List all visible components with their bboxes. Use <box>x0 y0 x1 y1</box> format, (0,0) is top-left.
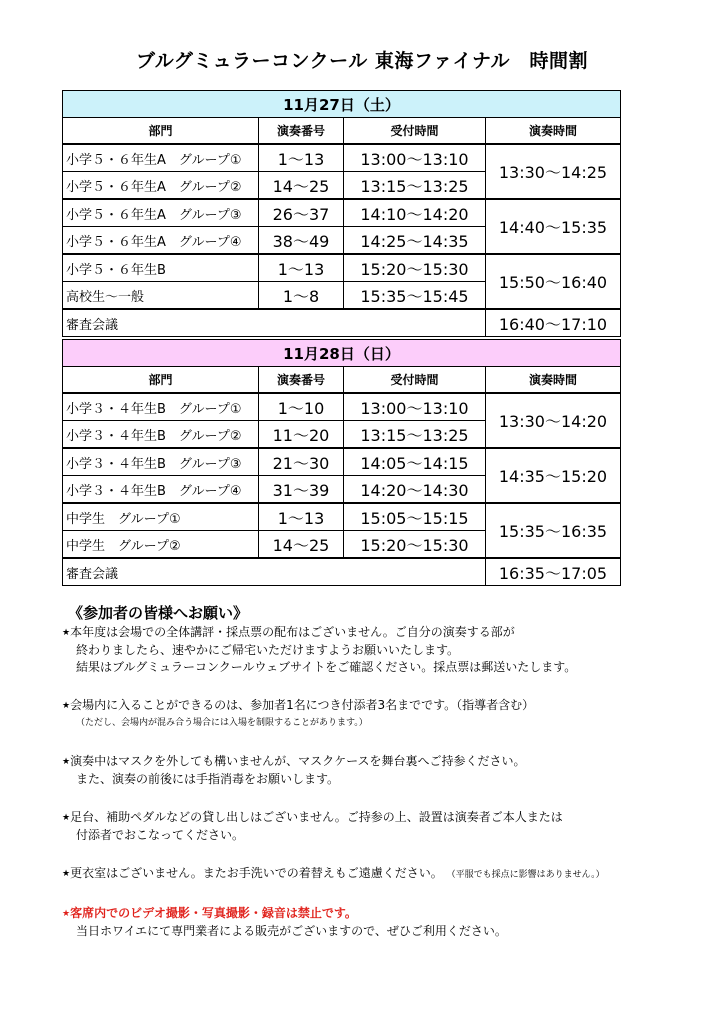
reception-cell: 14:25～14:35 <box>344 227 486 255</box>
division-cell: 小学５・６年生A グループ③ <box>63 199 259 227</box>
division-cell: 小学３・４年生B グループ③ <box>63 448 259 476</box>
numbers-cell: 1～13 <box>259 254 344 282</box>
division-cell: 小学５・６年生A グループ④ <box>63 227 259 255</box>
header-performance: 演奏時間 <box>486 367 621 394</box>
star-icon: ★ <box>62 869 71 879</box>
note-5 <box>62 865 662 884</box>
note-text: 付添者でおこなってください。 <box>76 828 245 842</box>
page-title: ブルグミュラーコンクール 東海ファイナル 時間割 <box>135 50 588 72</box>
numbers-cell: 1～8 <box>259 282 344 310</box>
reception-cell: 15:20～15:30 <box>344 254 486 282</box>
performance-cell: 14:40～15:35 <box>486 199 621 254</box>
note-text: また、演奏の前後には手指消毒をお願いします。 <box>76 772 340 786</box>
division-cell: 小学５・６年生B <box>63 254 259 282</box>
numbers-cell: 26～37 <box>259 199 344 227</box>
reception-cell: 14:20～14:30 <box>344 476 486 504</box>
reception-cell: 15:20～15:30 <box>344 531 486 559</box>
reception-cell: 14:05～14:15 <box>344 448 486 476</box>
table-row <box>63 393 621 421</box>
reception-cell: 13:00～13:10 <box>344 393 486 421</box>
header-numbers: 演奏番号 <box>259 118 344 145</box>
performance-cell: 14:35～15:20 <box>486 448 621 503</box>
warning-text: 客席内でのビデオ撮影・写真撮影・録音は禁止です。 <box>70 906 357 920</box>
note-text: （ただし、会場内が混み合う場合には入場を制限することがあります。） <box>76 718 368 728</box>
numbers-cell: 11～20 <box>259 421 344 449</box>
header-division: 部門 <box>63 118 259 145</box>
numbers-cell: 21～30 <box>259 448 344 476</box>
day2-date-row <box>63 340 621 367</box>
header-performance: 演奏時間 <box>486 118 621 145</box>
table-row <box>63 503 621 531</box>
numbers-cell: 1～10 <box>259 393 344 421</box>
note-3 <box>62 753 662 788</box>
division-cell: 小学３・４年生B グループ① <box>63 393 259 421</box>
note-text: 終わりましたら、速やかにご帰宅いただけますようお願いいたします。 <box>76 643 460 657</box>
judging-time: 16:40～17:10 <box>486 309 621 337</box>
numbers-cell: 1～13 <box>259 503 344 531</box>
day1-header-row <box>63 118 621 145</box>
note-text: 足台、補助ペダルなどの貸し出しはございません。ご持参の上、設置は演奏者ご本人または <box>70 810 563 824</box>
judging-row <box>63 309 621 337</box>
reception-cell: 14:10～14:20 <box>344 199 486 227</box>
notes-section <box>62 602 662 961</box>
header-reception: 受付時間 <box>344 118 486 145</box>
note-text: 更衣室はございません。またお手洗いでの着替えもご遠慮ください。 <box>70 866 443 880</box>
day2-schedule-table <box>62 339 621 586</box>
division-cell: 小学５・６年生A グループ① <box>63 144 259 172</box>
star-icon: ★ <box>62 909 71 919</box>
star-icon: ★ <box>62 813 71 823</box>
performance-cell: 13:30～14:20 <box>486 393 621 448</box>
table-row <box>63 448 621 476</box>
numbers-cell: 14～25 <box>259 172 344 200</box>
day2-header-row <box>63 367 621 394</box>
note-1 <box>62 624 662 676</box>
reception-cell: 15:05～15:15 <box>344 503 486 531</box>
table-row <box>63 199 621 227</box>
note-text: 本年度は会場での全体講評・採点票の配布はございません。ご自分の演奏する部が <box>70 625 515 639</box>
numbers-cell: 1～13 <box>259 144 344 172</box>
note-text: 当日ホワイエにて専門業者による販売がございますので、ぜひご利用ください。 <box>76 924 507 938</box>
judging-label: 審査会議 <box>63 558 486 586</box>
table-row <box>63 254 621 282</box>
reception-cell: 13:15～13:25 <box>344 172 486 200</box>
star-icon: ★ <box>62 628 71 638</box>
reception-cell: 15:35～15:45 <box>344 282 486 310</box>
note-text: 演奏中はマスクを外しても構いませんが、マスクケースを舞台裏へご持参ください。 <box>70 754 526 768</box>
day1-date-row <box>63 91 621 118</box>
note-2 <box>62 697 662 732</box>
note-text: 結果はブルグミュラーコンクールウェブサイトをご確認ください。採点票は郵送いたします。 <box>76 660 577 674</box>
division-cell: 中学生 グループ① <box>63 503 259 531</box>
numbers-cell: 31～39 <box>259 476 344 504</box>
performance-cell: 15:35～16:35 <box>486 503 621 558</box>
header-reception: 受付時間 <box>344 367 486 394</box>
note-6 <box>62 905 662 940</box>
reception-cell: 13:00～13:10 <box>344 144 486 172</box>
star-icon: ★ <box>62 757 71 767</box>
judging-row <box>63 558 621 586</box>
day2-date: 11月28日（日） <box>63 340 621 367</box>
division-cell: 中学生 グループ② <box>63 531 259 559</box>
numbers-cell: 14～25 <box>259 531 344 559</box>
judging-label: 審査会議 <box>63 309 486 337</box>
day1-schedule-table <box>62 90 621 337</box>
day1-date: 11月27日（土） <box>63 91 621 118</box>
performance-cell: 15:50～16:40 <box>486 254 621 309</box>
performance-cell: 13:30～14:25 <box>486 144 621 199</box>
table-row <box>63 144 621 172</box>
notes-title: 《参加者の皆様へお願い》 <box>68 604 249 622</box>
reception-cell: 13:15～13:25 <box>344 421 486 449</box>
division-cell: 高校生～一般 <box>63 282 259 310</box>
note-4 <box>62 809 662 844</box>
division-cell: 小学３・４年生B グループ② <box>63 421 259 449</box>
note-text: 会場内に入ることができるのは、参加者1名につき付添者3名までです。（指導者含む） <box>70 698 535 712</box>
division-cell: 小学３・４年生B グループ④ <box>63 476 259 504</box>
division-cell: 小学５・６年生A グループ② <box>63 172 259 200</box>
header-division: 部門 <box>63 367 259 394</box>
star-icon: ★ <box>62 701 71 711</box>
judging-time: 16:35～17:05 <box>486 558 621 586</box>
numbers-cell: 38～49 <box>259 227 344 255</box>
header-numbers: 演奏番号 <box>259 367 344 394</box>
note-aside: （平服でも採点に影響はありません。） <box>446 870 605 880</box>
